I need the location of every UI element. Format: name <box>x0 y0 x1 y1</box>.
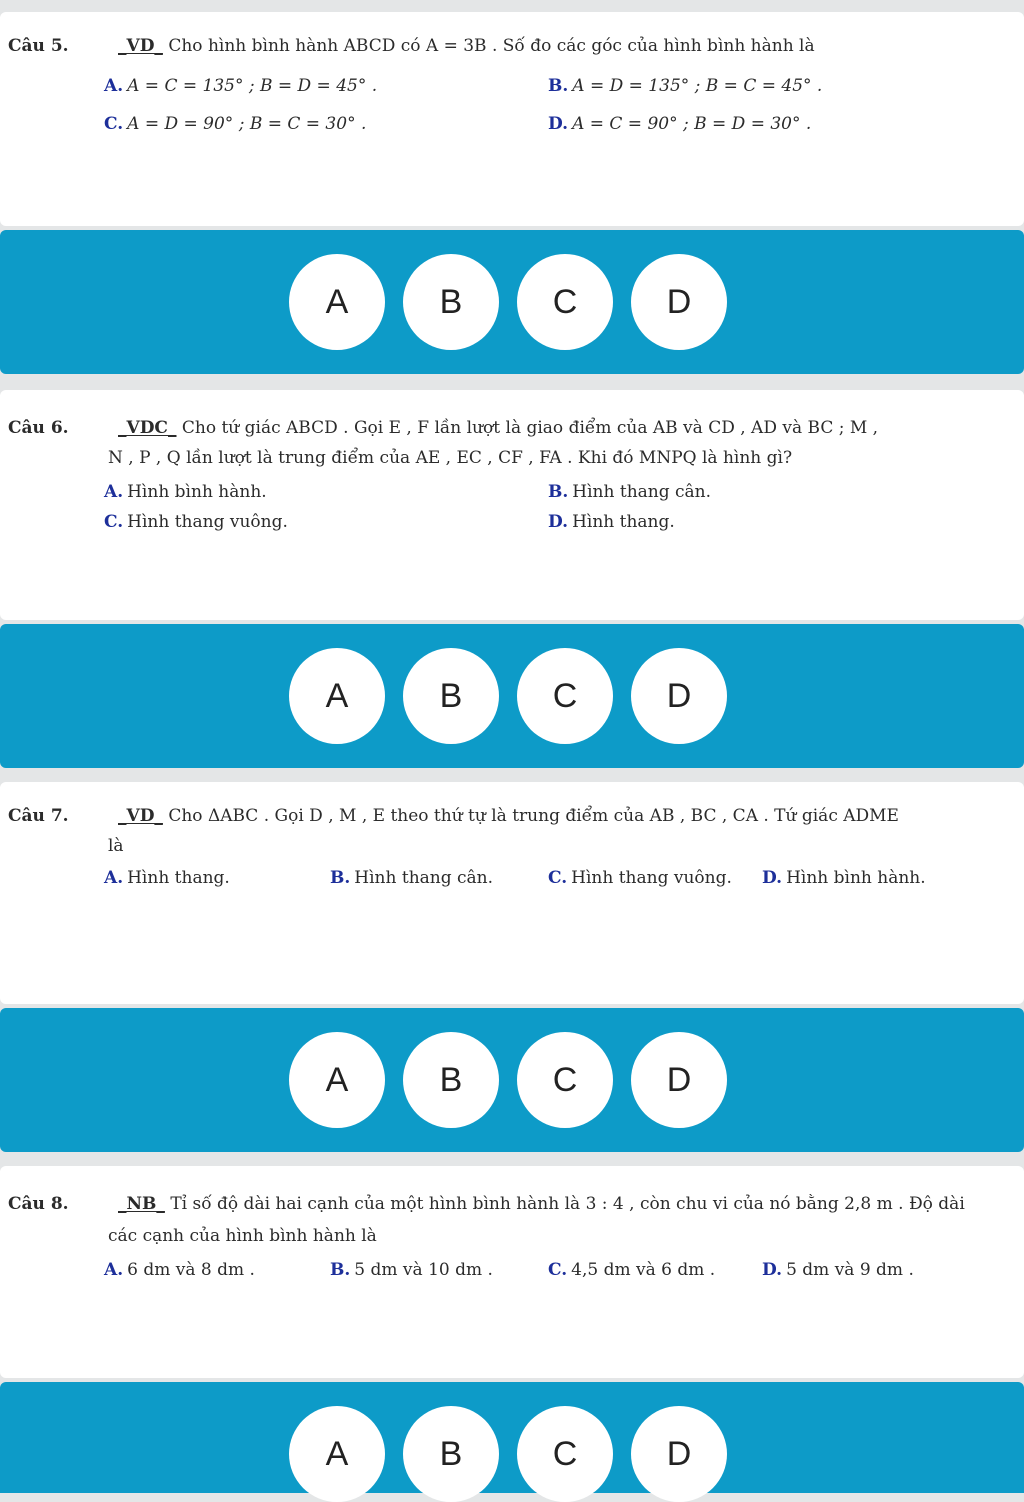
answer-button-b[interactable]: B <box>403 1406 499 1502</box>
question-level-tag: _VDC_ <box>118 418 177 438</box>
question-text <box>118 1194 965 1214</box>
option-b: B. Hình thang cân. <box>548 482 712 502</box>
option-d: D. Hình thang. <box>548 512 675 532</box>
answer-band-5 <box>0 230 1024 374</box>
answer-button-c[interactable]: C <box>517 1406 613 1502</box>
answer-button-c[interactable]: C <box>517 648 613 744</box>
option-d: D. Hình bình hành. <box>762 868 926 888</box>
option-b: B. Hình thang cân. <box>330 868 494 888</box>
option-d: D. A = C = 90° ; B = D = 30° . <box>548 114 812 134</box>
answer-button-c[interactable]: C <box>517 254 613 350</box>
question-line: Cho tứ giác ABCD . Gọi E , F lần lượt là giao điểm của AB và CD , AD và BC ; M , <box>181 418 879 438</box>
question-card-5 <box>0 12 1024 226</box>
answer-button-d[interactable]: D <box>631 1032 727 1128</box>
question-level-tag: _NB_ <box>118 1194 165 1214</box>
question-line: Cho ΔABC . Gọi D , M , E theo thứ tự là trung điểm của AB , BC , CA . Tứ giác ADME <box>168 806 899 826</box>
option-c: C. A = D = 90° ; B = C = 30° . <box>104 114 367 134</box>
answer-button-d[interactable]: D <box>631 1406 727 1502</box>
answer-band-7 <box>0 1008 1024 1152</box>
option-a: A. A = C = 135° ; B = D = 45° . <box>104 76 378 96</box>
answer-button-b[interactable]: B <box>403 254 499 350</box>
question-text <box>118 36 815 56</box>
option-d: D. 5 dm và 9 dm . <box>762 1260 914 1280</box>
question-card-7 <box>0 782 1024 1004</box>
question-level-tag: _VD_ <box>118 36 163 56</box>
answer-button-a[interactable]: A <box>289 648 385 744</box>
question-number: Câu 6. <box>8 418 69 438</box>
question-line: N , P , Q lần lượt là trung điểm của AE , EC , CF , FA . Khi đó MNPQ là hình gì? <box>108 448 793 468</box>
option-b: B. 5 dm và 10 dm . <box>330 1260 493 1280</box>
answer-button-d[interactable]: D <box>631 254 727 350</box>
option-a: A. Hình thang. <box>104 868 230 888</box>
question-card-8 <box>0 1166 1024 1378</box>
answer-band-6 <box>0 624 1024 768</box>
answer-band-8 <box>0 1382 1024 1493</box>
question-level-tag: _VD_ <box>118 806 163 826</box>
answer-button-a[interactable]: A <box>289 1406 385 1502</box>
answer-button-a[interactable]: A <box>289 254 385 350</box>
answer-button-b[interactable]: B <box>403 1032 499 1128</box>
option-c: C. Hình thang vuông. <box>548 868 732 888</box>
option-a: A. Hình bình hành. <box>104 482 267 502</box>
answer-button-c[interactable]: C <box>517 1032 613 1128</box>
question-card-6 <box>0 390 1024 620</box>
question-number: Câu 7. <box>8 806 69 826</box>
answer-button-a[interactable]: A <box>289 1032 385 1128</box>
question-line: Cho hình bình hành ABCD có A = 3B . Số đo các góc của hình bình hành là <box>168 36 815 56</box>
question-text <box>118 418 878 438</box>
question-number: Câu 8. <box>8 1194 69 1214</box>
answer-button-b[interactable]: B <box>403 648 499 744</box>
option-c: C. 4,5 dm và 6 dm . <box>548 1260 716 1280</box>
question-line: là <box>108 836 124 856</box>
option-a: A. 6 dm và 8 dm . <box>104 1260 255 1280</box>
option-c: C. Hình thang vuông. <box>104 512 288 532</box>
question-number: Câu 5. <box>8 36 69 56</box>
option-b: B. A = D = 135° ; B = C = 45° . <box>548 76 823 96</box>
answer-button-d[interactable]: D <box>631 648 727 744</box>
question-line: Tỉ số độ dài hai cạnh của một hình bình hành là 3 : 4 , còn chu vi của nó bằng 2,8 m . Độ dài <box>170 1194 965 1214</box>
question-line: các cạnh của hình bình hành là <box>108 1226 377 1246</box>
question-text <box>118 806 899 826</box>
